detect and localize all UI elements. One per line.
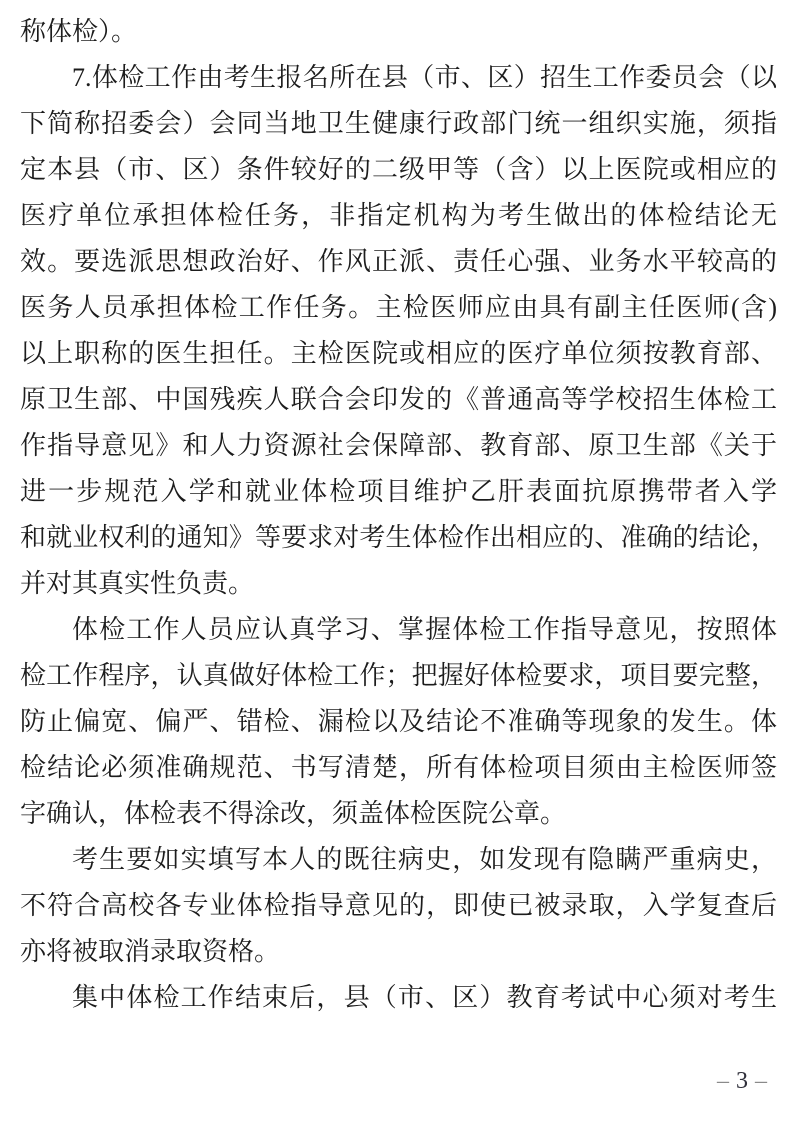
text-line: 医务人员承担体检工作任务。主检医师应由具有副主任医师(含) <box>20 293 777 322</box>
page-number-dash: – <box>717 1068 729 1094</box>
text-line: 考生要如实填写本人的既往病史，如发现有隐瞒严重病史， <box>72 845 777 874</box>
text-line: 检工作程序，认真做好体检工作；把握好体检要求，项目要完整， <box>20 661 777 690</box>
document-text <box>20 9 777 1021</box>
text-line: 并对其真实性负责。 <box>20 569 255 598</box>
text-line: 医疗单位承担体检任务，非指定机构为考生做出的体检结论无 <box>20 201 777 230</box>
text-line: 不符合高校各专业体检指导意见的，即使已被录取，入学复查后 <box>20 891 777 920</box>
text-line: 和就业权利的通知》等要求对考生体检作出相应的、准确的结论， <box>20 523 777 552</box>
page-number-dash: – <box>755 1068 767 1094</box>
text-line: 进一步规范入学和就业体检项目维护乙肝表面抗原携带者入学 <box>20 477 777 506</box>
page-number <box>700 1063 784 1099</box>
text-line: 体检工作人员应认真学习、掌握体检工作指导意见，按照体 <box>72 615 777 644</box>
text-line: 下简称招委会）会同当地卫生健康行政部门统一组织实施，须指 <box>20 109 777 138</box>
text-line: 以上职称的医生担任。主检医院或相应的医疗单位须按教育部、 <box>20 339 777 368</box>
text-line: 作指导意见》和人力资源社会保障部、教育部、原卫生部《关于 <box>20 431 777 460</box>
text-line: 集中体检工作结束后，县（市、区）教育考试中心须对考生 <box>72 983 777 1012</box>
text-line: 字确认，体检表不得涂改，须盖体检医院公章。 <box>20 799 567 828</box>
text-line: 定本县（市、区）条件较好的二级甲等（含）以上医院或相应的 <box>20 155 777 184</box>
text-line: 原卫生部、中国残疾人联合会印发的《普通高等学校招生体检工 <box>20 385 777 414</box>
text-line: 7.体检工作由考生报名所在县（市、区）招生工作委员会（以 <box>72 63 777 92</box>
text-line: 检结论必须准确规范、书写清楚，所有体检项目须由主检医师签 <box>20 753 777 782</box>
page-number-value: 3 <box>736 1068 748 1094</box>
text-line: 称体检）。 <box>20 17 138 46</box>
text-line: 防止偏宽、偏严、错检、漏检以及结论不准确等现象的发生。体 <box>20 707 777 736</box>
text-line: 效。要选派思想政治好、作风正派、责任心强、业务水平较高的 <box>20 247 777 276</box>
text-line: 亦将被取消录取资格。 <box>20 937 281 966</box>
